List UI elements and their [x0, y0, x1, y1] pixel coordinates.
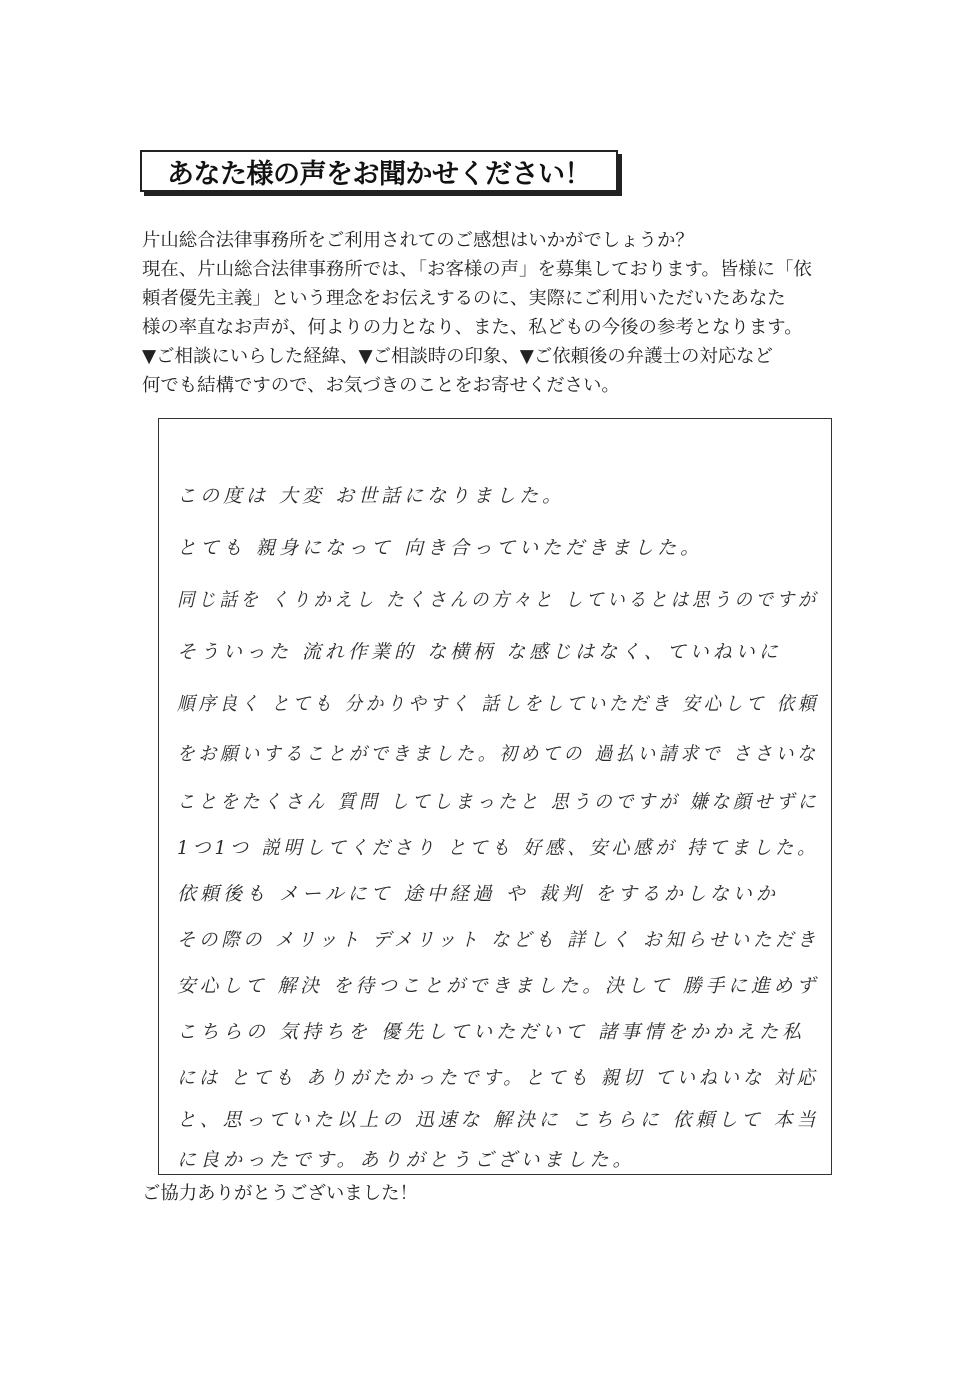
handwritten-line: 1つ1つ 説明してくださり とても 好感、安心感が 持てました。: [177, 837, 820, 859]
handwritten-line: 同じ話を くりかえし たくさんの方々と しているとは思うのですが: [177, 589, 820, 611]
intro-line: 現在、片山総合法律事務所では、「お客様の声」を募集しております。皆様に「依: [142, 259, 812, 280]
handwritten-line: ことをたくさん 質問 してしまったと 思うのですが 嫌な顔せずに: [177, 791, 820, 813]
page-title: あなた様の声をお聞かせください！: [167, 158, 591, 190]
handwritten-line: とても 親身になって 向き合っていただきました。: [177, 537, 704, 559]
handwritten-line: 安心して 解決 を待つことができました。決して 勝手に進めず: [177, 975, 820, 997]
handwritten-line: 依頼後も メールにて 途中経過 や 裁判 をするかしないか: [177, 883, 779, 905]
handwritten-line: この度は 大変 お世話になりました。: [177, 485, 566, 507]
handwritten-line: こちらの 気持ちを 優先していただいて 諸事情をかかえた私: [177, 1021, 806, 1043]
handwritten-line: そういった 流れ作業的 な横柄 な感じはなく、ていねいに: [177, 641, 782, 663]
handwritten-line: その際の メリット デメリット なども 詳しく お知らせいただき: [177, 929, 820, 951]
handwritten-line: に良かったです。ありがとうございました。: [177, 1149, 636, 1171]
handwritten-line: と、思っていた以上の 迅速な 解決に こちらに 依頼して 本当: [177, 1109, 820, 1131]
thank-you-note: ご協力ありがとうございました！: [142, 1183, 418, 1204]
intro-line: 片山総合法律事務所をご利用されてのご感想はいかがでしょうか？: [142, 230, 694, 251]
intro-line: 何でも結構ですので、お気づきのことをお寄せください。: [142, 375, 620, 396]
handwritten-line: には とても ありがたかったです。とても 親切 ていねいな 対応: [177, 1067, 819, 1089]
intro-line: ▼ご相談にいらした経緯、▼ご相談時の印象、▼ご依頼後の弁護士の対応など: [142, 346, 773, 367]
intro-paragraph: [142, 226, 852, 400]
handwritten-line: 順序良く とても 分かりやすく 話しをしていただき 安心して 依頼: [177, 693, 820, 715]
intro-line: 頼者優先主義」という理念をお伝えするのに、実際にご利用いただいたあなた: [142, 288, 786, 309]
intro-line: 様の率直なお声が、何よりの力となり、また、私どもの今後の参考となります。: [142, 317, 803, 338]
handwritten-letter-box: [158, 418, 832, 1175]
title-banner: [140, 150, 618, 192]
handwritten-line: をお願いすることができました。初めての 過払い請求で ささいな: [177, 743, 819, 765]
